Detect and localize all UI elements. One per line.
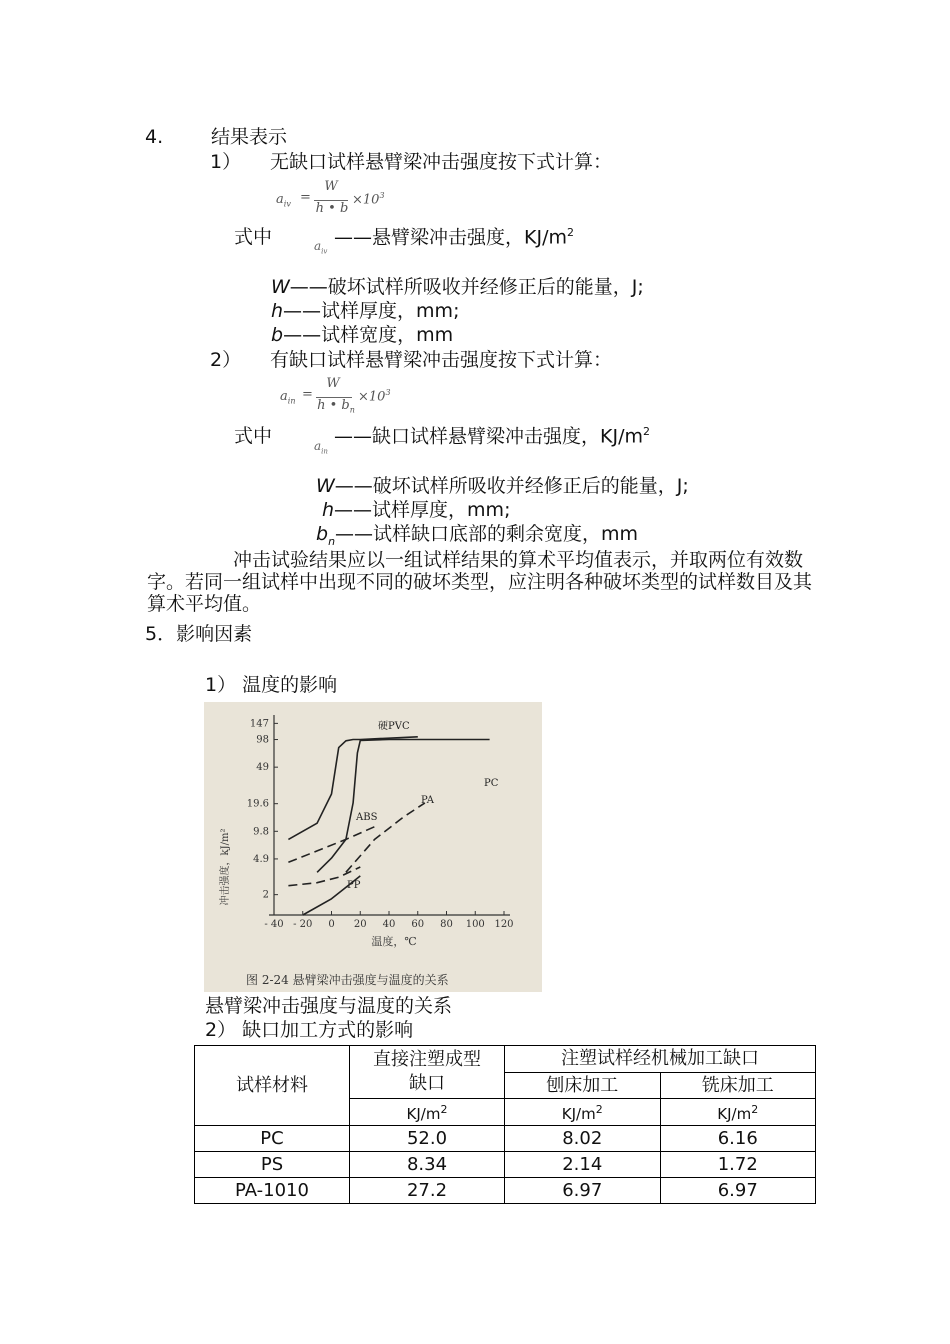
y-tick-label: 98 [256,734,269,746]
cell-material: PA-1010 [195,1178,350,1204]
chart-svg [204,702,542,992]
x-tick-label: 60 [411,919,425,930]
series-硬pvc [288,737,417,840]
def-w-2: W——破坏试样所吸收并经修正后的能量，J; [316,475,689,497]
cell-mill: 6.97 [660,1178,816,1204]
series-label: PA [421,795,435,806]
impact-temperature-chart [204,702,542,992]
x-tick-label: - 40 [264,919,284,930]
cell-material: PC [195,1126,350,1152]
unit-direct: $KJ/m^2$ [350,1099,505,1126]
def2-text: ——缺口试样悬臂梁冲击强度，$KJ/m^2$ [334,425,650,448]
series-label: PP [347,880,361,891]
chart-axes [269,715,510,915]
def1-text: ——悬臂梁冲击强度，$KJ/m^2$ [334,226,574,249]
col-material: 试样材料 [195,1046,350,1126]
x-tick-label: 80 [440,919,453,930]
results-paragraph: 冲击试验结果应以一组试样结果的算术平均值表示，并取两位有效数字。若同一组试样中出现不同的破坏类型，应注明各种破坏类型的试样数目及其算术平均值。 [147,549,813,615]
cell-mill: 6.16 [660,1126,816,1152]
where-label-1: 式中 [234,226,273,248]
series-pc [317,740,490,873]
cell-direct: 27.2 [350,1178,505,1204]
y-tick-label: 147 [249,718,269,730]
x-tick-label: - 20 [293,919,313,930]
unit-planer: $KJ/m^2$ [505,1099,661,1126]
section5-heading: 5．影响因素 [145,623,253,645]
x-tick-label: 120 [494,919,514,930]
formula-notched: $a_{in}$ = W h • $b_n$ $\times 10^3$ [280,376,391,415]
y-tick-label: 4.9 [253,853,269,865]
where-label-2: 式中 [234,425,273,447]
def-w-1: W——破坏试样所吸收并经修正后的能量，J; [271,276,644,298]
item1-number: 1） [210,151,242,173]
y-tick-label: 49 [256,762,269,774]
unit-mill: $KJ/m^2$ [660,1099,816,1126]
x-tick-label: 20 [353,919,367,930]
y-tick-label: 2 [262,889,269,901]
chart-title: 图 2-24 悬臂梁冲击强度与温度的关系 [246,973,449,987]
series-label: PC [484,778,499,789]
section5-item2: 2） 缺口加工方式的影响 [205,1019,414,1041]
def2-symbol: $a_{in}$ [314,439,328,456]
cell-planer: 2.14 [505,1152,661,1178]
series-label: 硬PVC [378,721,410,732]
chart-ticks [247,718,514,930]
section4-number: 4. [145,126,164,148]
cell-planer: 8.02 [505,1126,661,1152]
figure-caption: 悬臂梁冲击强度与温度的关系 [205,995,453,1017]
def-bn-2: $b_n——$试样缺口底部的剩余宽度，mm [316,523,639,548]
formula-unnotched: $a_{iv}$ = W h • b $\times 10^3$ [276,179,385,216]
cell-direct: 52.0 [350,1126,505,1152]
cell-material: PS [195,1152,350,1178]
def1-symbol: $a_{iv}$ [314,239,328,256]
col-machined: 注塑试样经机械加工缺口 [505,1046,816,1073]
def-h-2: h——试样厚度，mm; [322,499,511,521]
table-row [195,1152,816,1178]
chart-curves [288,737,489,915]
item1-text: 无缺口试样悬臂梁冲击强度按下式计算： [270,151,613,173]
x-tick-label: 0 [328,919,335,930]
col-mill: 铣床加工 [660,1073,816,1099]
def-b-1: b——试样宽度，mm [271,324,454,346]
y-tick-label: 9.8 [253,826,269,838]
cell-direct: 8.34 [350,1152,505,1178]
y-tick-label: 19.6 [246,798,269,810]
x-tick-label: 100 [465,919,485,930]
chart-ylabel: 冲击强度，kJ/m² [220,828,231,906]
notch-method-table [194,1045,816,1204]
x-tick-label: 40 [382,919,396,930]
table-row [195,1126,816,1152]
col-direct: 直接注塑成型 缺口 [350,1046,505,1099]
cell-planer: 6.97 [505,1178,661,1204]
table-row [195,1178,816,1204]
col-planer: 刨床加工 [505,1073,661,1099]
chart-xlabel: 温度，℃ [371,935,417,948]
cell-mill: 1.72 [660,1152,816,1178]
section5-item1: 1） 温度的影响 [205,674,338,696]
def-h-1: h——试样厚度，mm; [271,300,460,322]
item2-text: 有缺口试样悬臂梁冲击强度按下式计算： [270,349,613,371]
section4-heading: 结果表示 [211,126,288,148]
series-label: ABS [356,812,378,823]
item2-number: 2） [210,349,242,371]
